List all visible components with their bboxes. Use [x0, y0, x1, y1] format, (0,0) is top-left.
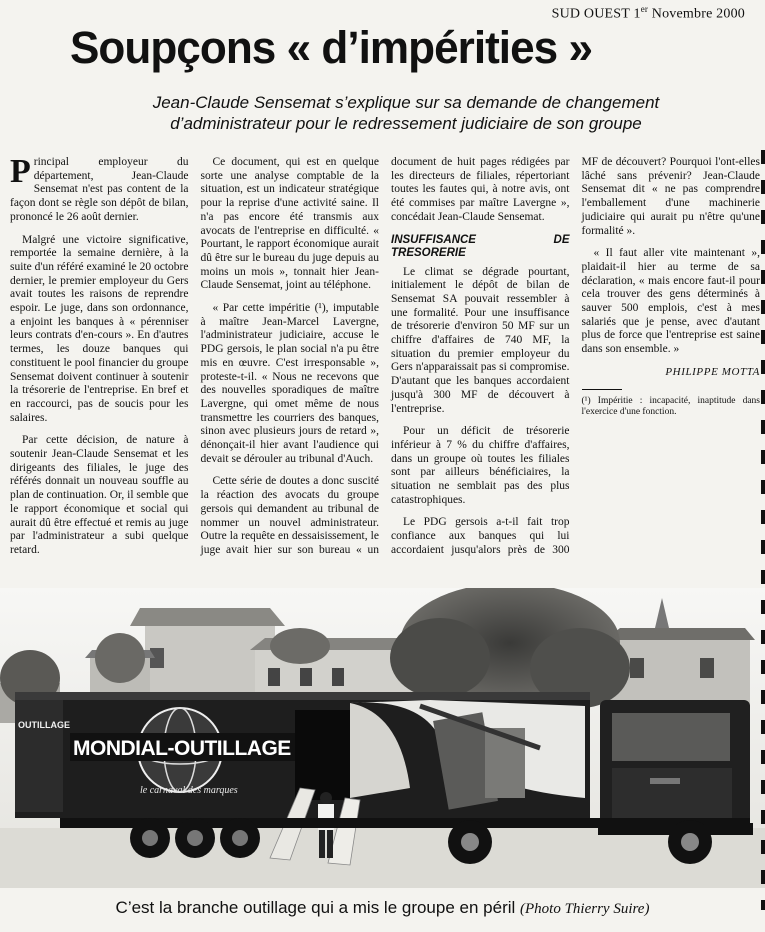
subheadline: Jean-Claude Sensemat s’explique sur sa demande de changement d’administrateur pour le redressement judiciaire de son groupe	[152, 93, 660, 133]
truck-banner-text: MONDIAL-OUTILLAGE	[73, 737, 291, 760]
page-edge-marks	[761, 150, 765, 910]
paragraph-10: « Il faut aller vite maintenant », plaidait-il hier au terme de sa déclaration, « mais encore faut-il pour cela trouver des gens déterminés à sauver 500 emplois, c'est à mes salariés que je pense, avec d'autant plus de force que l'entreprise est saine dans son ensemble. »	[581, 247, 760, 356]
author-signature: PHILIPPE MOTTA	[665, 365, 760, 378]
photo-credit: (Photo Thierry Suire)	[520, 901, 650, 917]
headline: Soupçons « d’impérities »	[70, 22, 593, 73]
date-month-year: Novembre 2000	[651, 6, 745, 22]
date-day: 1	[633, 6, 641, 22]
paragraph-6: Cette série de doutes a donc suscité la réaction des avocats du groupe gersois qui demandent au tribunal de nommer un nouvel administrateur. Outre la requête en dessaisissement, le juge avait hier sur son bureau « un document de huit pages rédigées par les directeurs de filiales, répertoriant toutes les fautes qui, à notre avis, ont été commises par maître Lavergne », concédait Jean-Claude Sensemat.	[200, 156, 570, 556]
paragraph-9: Le PDG gersois a-t-il fait trop confiance aux banques qui lui accordaient jusqu'alors près de 300 MF de découvert? Pourquoi l'ont-elles lâché sans prévenir? Jean-Claude Sensemat dit « ne pas comprendre l'emballement d'une machinerie judiciaire qui aurait pu n'être qu'une formalité ».	[391, 156, 760, 556]
paragraph-4: Ce document, qui est en quelque sorte une analyse comptable de la situation, est un indicateur stratégique pour la reprise d'une activité saine. Il n'a pas encore été transmis aux avocats de l'entreprise en difficulté. « Pourtant, le rapport économique aurait dû être sur le bureau du juge depuis au moins un mois », tonnait hier Jean-Claude Sensemat, joint au téléphone.	[200, 156, 379, 292]
logo-arc-text: le carnaval des marques	[140, 785, 238, 796]
truck-photo	[0, 588, 765, 888]
paragraph-2: Malgré une victoire significative, remportée la semaine dernière, à la suite d'un référé examiné le 20 octobre dernier, le premier employeur du Gers avait toutes les raisons de reprendre espoir. Le juge, dans son ordonnance, a enjoint les banques à « pérenniser leurs contrats d'en-cours ». En d'autres termes, les douze banques qui constituent le pool financier du groupe Sensemat doivent continuer à soutenir la trésorerie de l'entreprise. En bref et en raccourci, pas de soucis pour les salaires.	[10, 233, 189, 424]
paragraph-8: Pour un déficit de trésorerie inférieur à 7 % du chiffre d'affaires, dans un groupe où toutes les filiales sont par ailleurs bénéficiaires, la situation ne semblait pas des plus catastrophiques.	[391, 425, 570, 506]
section-subtitle: INSUFFISANCE DE TRESORERIE	[391, 233, 570, 259]
date-day-suffix: er	[640, 4, 649, 14]
truck-cab	[598, 700, 753, 835]
trailer-side-label: OUTILLAGE	[18, 720, 70, 730]
footnote: (¹) Impéritie : incapacité, inaptitude dans l'exercice d'une fonction.	[581, 395, 760, 417]
photo-caption	[0, 898, 765, 918]
paragraph-5: « Par cette impéritie (¹), imputable à maître Jean-Marcel Lavergne, l'administrateur judiciaire, accuse le PDG gersois, le plan social n'a pu être mis en œuvre. C'est irresponsable », proteste-t-il. « Nous ne recevons que des nouvelles sporadiques de maître Lavergne, qui omet même de nous transmettre les courriers des banques, sinon avec plusieurs jours de retard », dénonçait-il hier avant l'audience qui devait se dérouler au tribunal d'Auch.	[200, 302, 379, 465]
footnote-rule	[582, 389, 622, 390]
newspaper-name: SUD OUEST	[551, 6, 630, 22]
masthead	[552, 4, 745, 23]
paragraph-3: Par cette décision, de nature à soutenir Jean-Claude Sensemat et les dirigeants des filiales, le juge des référés donnait un nouveau souffle au plan de continuation. Or, il semble que le rapport économique et social qui aurait dû être effectué et remis au juge par l'administrateur a subi quelque retard.	[10, 434, 189, 556]
drop-cap: P	[10, 153, 31, 190]
paragraph-7: Le climat se dégrade pourtant, initialement le dépôt de bilan de Sensemat SA pouvait ressembler à une formalité. Pour une insuffisance de trésorerie d'environ 50 MF sur un chiffre d'affaires de 740 MF, la situation du premier employeur du Gers n'apparaissait pas si compromise. D'autant que les banques accordaient jusqu'à 300 MF de découvert à l'entreprise.	[391, 265, 570, 415]
article-body	[10, 153, 760, 568]
caption-text: C’est la branche outillage qui a mis le groupe en péril	[115, 898, 516, 917]
truck-photo-illustration	[0, 588, 765, 888]
paragraph-1: Principal employeur du département, Jean-Claude Sensemat n'est pas content de la façon dont se règle son dépôt de bilan, prononcé le 26 août dernier.	[10, 153, 189, 223]
